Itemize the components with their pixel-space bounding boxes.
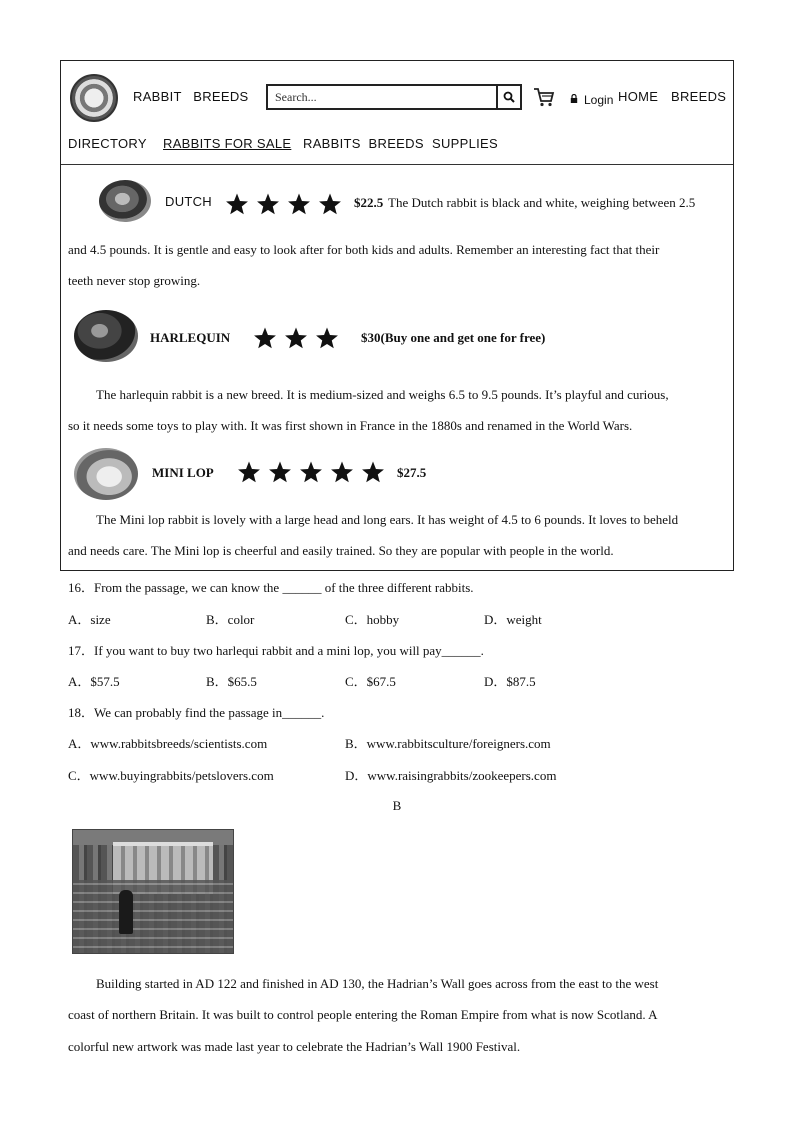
listing-price-harlequin: $30(Buy one and get one for free) <box>361 330 546 345</box>
question-16-option-a[interactable]: A．size <box>68 612 111 627</box>
nav-directory[interactable]: DIRECTORY <box>68 136 147 151</box>
nav-home[interactable]: HOME <box>618 89 659 104</box>
question-17-option-a[interactable]: A．$57.5 <box>68 674 120 689</box>
star-icon <box>300 462 322 483</box>
listing-name-mini-lop[interactable]: MINI LOP <box>152 465 214 480</box>
listing-name-harlequin[interactable]: HARLEQUIN <box>150 330 231 345</box>
listing-desc-dutch-line1: The Dutch rabbit is black and white, weighing between 2.5 <box>388 195 696 210</box>
nav-rabbits-breeds[interactable]: RABBITS BREEDS <box>303 136 424 151</box>
cart-icon[interactable] <box>533 86 555 108</box>
site-logo[interactable] <box>70 74 118 122</box>
nav-rabbits-for-sale[interactable]: RABBITS FOR SALE <box>163 136 292 151</box>
search-box <box>266 84 522 110</box>
listing-price-dutch: $22.5 <box>354 195 384 210</box>
section-b-line2: coast of northern Britain. It was built to control people entering the Roman Empire from what is now Scotland. A <box>68 1007 658 1022</box>
question-18-stem: 18．We can probably find the passage in______. <box>68 705 325 720</box>
question-18-option-b[interactable]: B．www.rabbitsculture/foreigners.com <box>345 736 551 751</box>
wall-figure-shape <box>119 890 133 934</box>
star-icon <box>269 462 291 483</box>
search-input[interactable] <box>268 86 496 108</box>
star-icon <box>257 194 279 215</box>
question-18-option-d[interactable]: D．www.raisingrabbits/zookeepers.com <box>345 768 557 783</box>
harlequin-rabbit-image[interactable] <box>74 310 138 362</box>
nav-breeds[interactable]: BREEDS <box>671 89 727 104</box>
listing-desc-harlequin-line1: The harlequin rabbit is a new breed. It is medium-sized and weighs 6.5 to 9.5 pounds. It’s playful and curious, <box>96 387 669 402</box>
star-icon <box>319 194 341 215</box>
star-icon <box>362 462 384 483</box>
site-title[interactable]: RABBIT BREEDS <box>133 89 249 104</box>
star-icon <box>285 328 307 349</box>
listing-desc-dutch-line3: teeth never stop growing. <box>68 273 201 288</box>
star-icon <box>331 462 353 483</box>
star-icon <box>226 194 248 215</box>
section-b-line1: Building started in AD 122 and finished in AD 130, the Hadrian’s Wall goes across from the east to the west <box>96 976 659 991</box>
listing-desc-dutch-line2: and 4.5 pounds. It is gentle and easy to look after for both kids and adults. Remember an interesting fact that their <box>68 242 660 257</box>
rating-stars-harlequin <box>253 327 353 351</box>
question-17-option-b[interactable]: B．$65.5 <box>206 674 257 689</box>
listing-name-dutch[interactable]: DUTCH <box>165 194 212 209</box>
question-16-option-c[interactable]: C．hobby <box>345 612 400 627</box>
listing-desc-mini-lop-line2: and needs care. The Mini lop is cheerful and easily trained. So they are popular with people in the world. <box>68 543 614 558</box>
star-icon <box>254 328 276 349</box>
question-18-option-c[interactable]: C．www.buyingrabbits/petslovers.com <box>68 768 274 783</box>
listing-price-mini-lop: $27.5 <box>397 465 427 480</box>
listing-desc-mini-lop-line1: The Mini lop rabbit is lovely with a large head and long ears. It has weight of 4.5 to 6 pounds. It loves to beheld <box>96 512 679 527</box>
nav-supplies[interactable]: SUPPLIES <box>432 136 498 151</box>
dutch-rabbit-image[interactable] <box>99 180 151 222</box>
search-button[interactable] <box>496 86 520 108</box>
header-divider <box>61 164 733 165</box>
mini-lop-rabbit-image[interactable] <box>74 448 138 500</box>
rating-stars-dutch <box>225 193 345 217</box>
section-b-line3: colorful new artwork was made last year to celebrate the Hadrian’s Wall 1900 Festival. <box>68 1039 521 1054</box>
rating-stars-mini-lop <box>237 461 387 485</box>
lock-icon <box>570 94 578 103</box>
star-icon <box>238 462 260 483</box>
wall-stones-shape <box>73 880 234 954</box>
listing-desc-harlequin-line2: so it needs some toys to play with. It was first shown in France in the 1880s and renamed in the World Wars. <box>68 418 633 433</box>
question-17-stem: 17．If you want to buy two harlequi rabbit and a mini lop, you will pay______. <box>68 643 484 658</box>
section-b-heading: B <box>392 798 402 813</box>
question-16-option-d[interactable]: D．weight <box>484 612 542 627</box>
question-18-option-a[interactable]: A．www.rabbitsbreeds/scientists.com <box>68 736 268 751</box>
star-icon <box>288 194 310 215</box>
hadrians-wall-photo <box>72 829 234 954</box>
question-16-option-b[interactable]: B．color <box>206 612 255 627</box>
question-17-option-c[interactable]: C．$67.5 <box>345 674 396 689</box>
star-icon <box>316 328 338 349</box>
question-17-option-d[interactable]: D．$87.5 <box>484 674 536 689</box>
search-icon <box>503 91 515 103</box>
login-link[interactable]: Login <box>584 93 614 107</box>
question-16-stem: 16．From the passage, we can know the ______ of the three different rabbits. <box>68 580 474 595</box>
